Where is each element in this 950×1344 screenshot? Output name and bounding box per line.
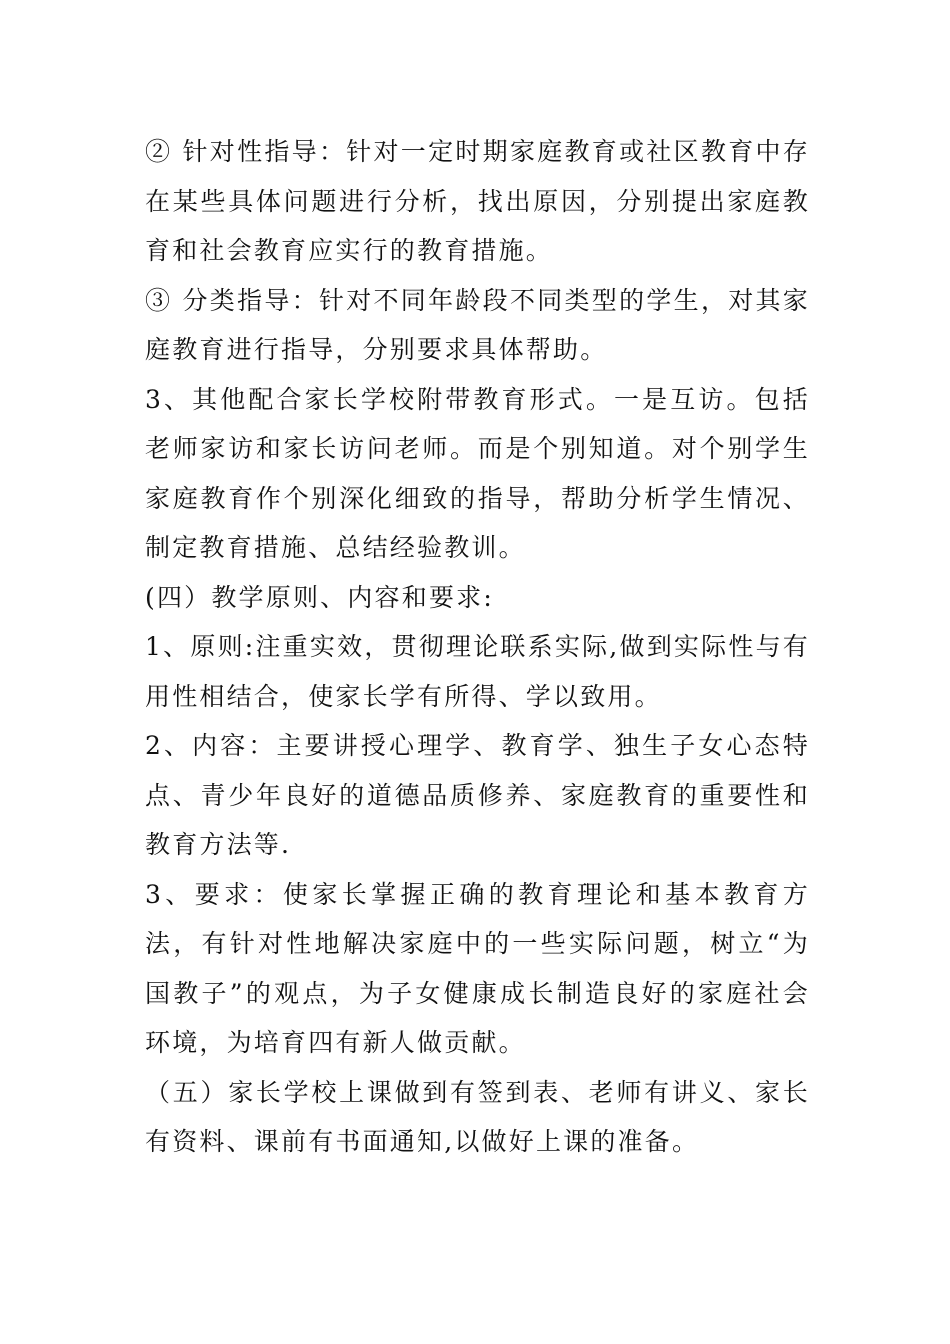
section-heading-teaching-principles: (四）教学原则、内容和要求: bbox=[145, 582, 494, 612]
paragraph-targeted-guidance: ② 针对性指导：针对一定时期家庭教育或社区教育中存在某些具体问题进行分析，找出原因，分别提出家庭教育和社会教育应实行的教育措施。 bbox=[145, 137, 810, 265]
paragraph-category-guidance: ③ 分类指导：针对不同年龄段不同类型的学生，对其家庭教育进行指导，分别要求具体帮助。 bbox=[145, 285, 810, 364]
paragraph-other-forms: 3、其他配合家长学校附带教育形式。一是互访。包括老师家访和家长访问老师。而是个别知道。对个别学生家庭教育作个别深化细致的指导，帮助分析学生情况、制定教育措施、总结经验教训。 bbox=[145, 384, 810, 562]
paragraph-class-preparation: （五）家长学校上课做到有签到表、老师有讲义、家长有资料、课前有书面通知,以做好上课的准备。 bbox=[145, 1077, 810, 1156]
paragraph-content: 2、内容：主要讲授心理学、教育学、独生子女心态特点、青少年良好的道德品质修养、家庭教育的重要性和教育方法等. bbox=[145, 731, 810, 859]
paragraph-requirements: 3、要求：使家长掌握正确的教育理论和基本教育方法，有针对性地解决家庭中的一些实际问题，树立“为国教子”的观点，为子女健康成长制造良好的家庭社会环境，为培育四有新人做贡献。 bbox=[145, 879, 810, 1057]
document-body bbox=[145, 127, 810, 1167]
paragraph-principles: 1、原则:注重实效，贯彻理论联系实际,做到实际性与有用性相结合，使家长学有所得、学以致用。 bbox=[145, 632, 810, 711]
